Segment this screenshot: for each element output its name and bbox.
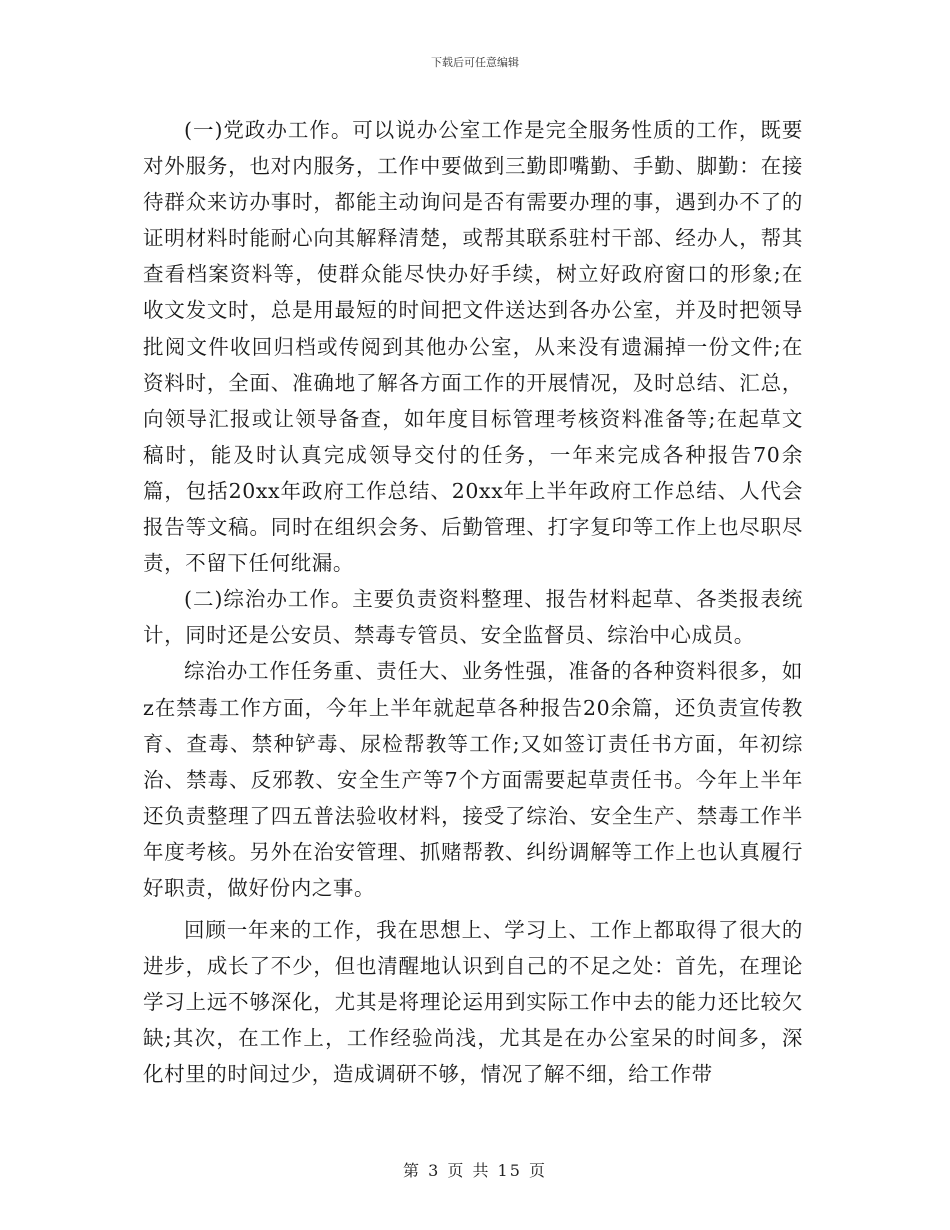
page-header: 下载后可任意编辑 bbox=[431, 56, 519, 69]
paragraph-review: 回顾一年来的工作，我在思想上、学习上、工作上都取得了很大的进步，成长了不少，但也清醒地认识到自己的不足之处：首先，在理论学习上远不够深化，尤其是将理论运用到实际工作中去的能力还比较欠缺;其次，在工作上，工作经验尚浅，尤其是在办公室呆的时间多，深化村里的时间过少，造成调研不够，情况了解不细，给工作带 bbox=[143, 918, 803, 1087]
paragraph-comprehensive-office: (二)综治办工作。主要负责资料整理、报告材料起草、各类报表统计，同时还是公安员、禁毒专管员、安全监督员、综治中心成员。 bbox=[143, 587, 803, 648]
paragraph-comprehensive-office-details: 综治办工作任务重、责任大、业务性强，准备的各种资料很多，如z在禁毒工作方面，今年上半年就起草各种报告20余篇，还负责宣传教育、查毒、禁种铲毒、尿检帮教等工作;又如签订责任书方面，年初综治、禁毒、反邪教、安全生产等7个方面需要起草责任书。今年上半年还负责整理了四五普法验收材料，接受了综治、安全生产、禁毒工作半年度考核。另外在治安管理、抓赌帮教、纠纷调解等工作上也认真履行好职责，做好份内之事。 bbox=[143, 659, 803, 900]
paragraph-party-office: (一)党政办工作。可以说办公室工作是完全服务性质的工作，既要对外服务，也对内服务，工作中要做到三勤即嘴勤、手勤、脚勤：在接待群众来访办事时，都能主动询问是否有需要办理的事，遇到办不了的证明材料时能耐心向其解释清楚，或帮其联系驻村干部、经办人，帮其查看档案资料等，使群众能尽快办好手续，树立好政府窗口的形象;在收文发文时，总是用最短的时间把文件送达到各办公室，并及时把领导批阅文件收回归档或传阅到其他办公室，从来没有遗漏掉一份文件;在资料时，全面、准确地了解各方面工作的开展情况，及时总结、汇总，向领导汇报或让领导备查，如年度目标管理考核资料准备等;在起草文稿时，能及时认真完成领导交付的任务，一年来完成各种报告70余篇，包括20xx年政府工作总结、20xx年上半年政府工作总结、人代会报告等文稿。同时在组织会务、后勤管理、打字复印等工作上也尽职尽责，不留下任何纰漏。 bbox=[143, 118, 803, 576]
page-number: 第 3 页 共 15 页 bbox=[403, 1161, 547, 1180]
document-body bbox=[143, 112, 803, 1093]
